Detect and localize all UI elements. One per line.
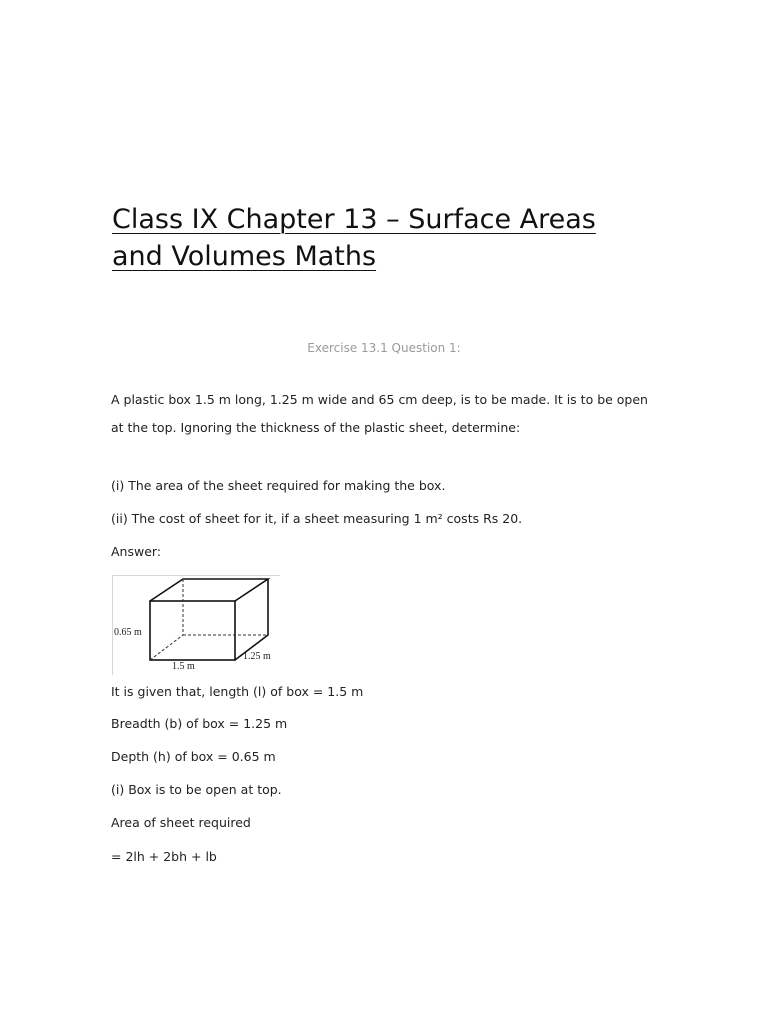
length-label: 1.5 m bbox=[172, 661, 195, 672]
box-hidden-edge-side bbox=[150, 635, 183, 660]
exercise-label: Exercise 13.1 Question 1: bbox=[307, 341, 461, 355]
box-front-face bbox=[150, 601, 235, 660]
box-diagram-svg bbox=[112, 575, 280, 675]
box-right-face bbox=[235, 579, 268, 660]
page-title bbox=[112, 201, 712, 275]
page-title-line-1: Class IX Chapter 13 – Surface Areas bbox=[112, 204, 596, 235]
question-part-ii: (ii) The cost of sheet for it, if a sheet measuring 1 m² costs Rs 20. bbox=[111, 511, 523, 526]
height-label: 0.65 m bbox=[114, 627, 142, 638]
box-diagram bbox=[112, 575, 280, 675]
question-line-2: at the top. Ignoring the thickness of the plastic sheet, determine: bbox=[111, 420, 521, 435]
question-part-i: (i) The area of the sheet required for making the box. bbox=[111, 478, 446, 493]
breadth-label: 1.25 m bbox=[243, 651, 271, 662]
question-line-1: A plastic box 1.5 m long, 1.25 m wide and 65 cm deep, is to be made. It is to be open bbox=[111, 392, 648, 407]
answer-line-6: = 2lh + 2bh + lb bbox=[111, 849, 217, 864]
answer-line-3: Depth (h) of box = 0.65 m bbox=[111, 749, 276, 764]
answer-line-1: It is given that, length (l) of box = 1.5 m bbox=[111, 684, 364, 699]
answer-line-4: (i) Box is to be open at top. bbox=[111, 782, 282, 797]
answer-line-5: Area of sheet required bbox=[111, 815, 251, 830]
answer-label: Answer: bbox=[111, 544, 162, 559]
box-top-face bbox=[150, 579, 268, 601]
page-title-line-2: and Volumes Maths bbox=[112, 241, 377, 272]
answer-line-2: Breadth (b) of box = 1.25 m bbox=[111, 716, 288, 731]
